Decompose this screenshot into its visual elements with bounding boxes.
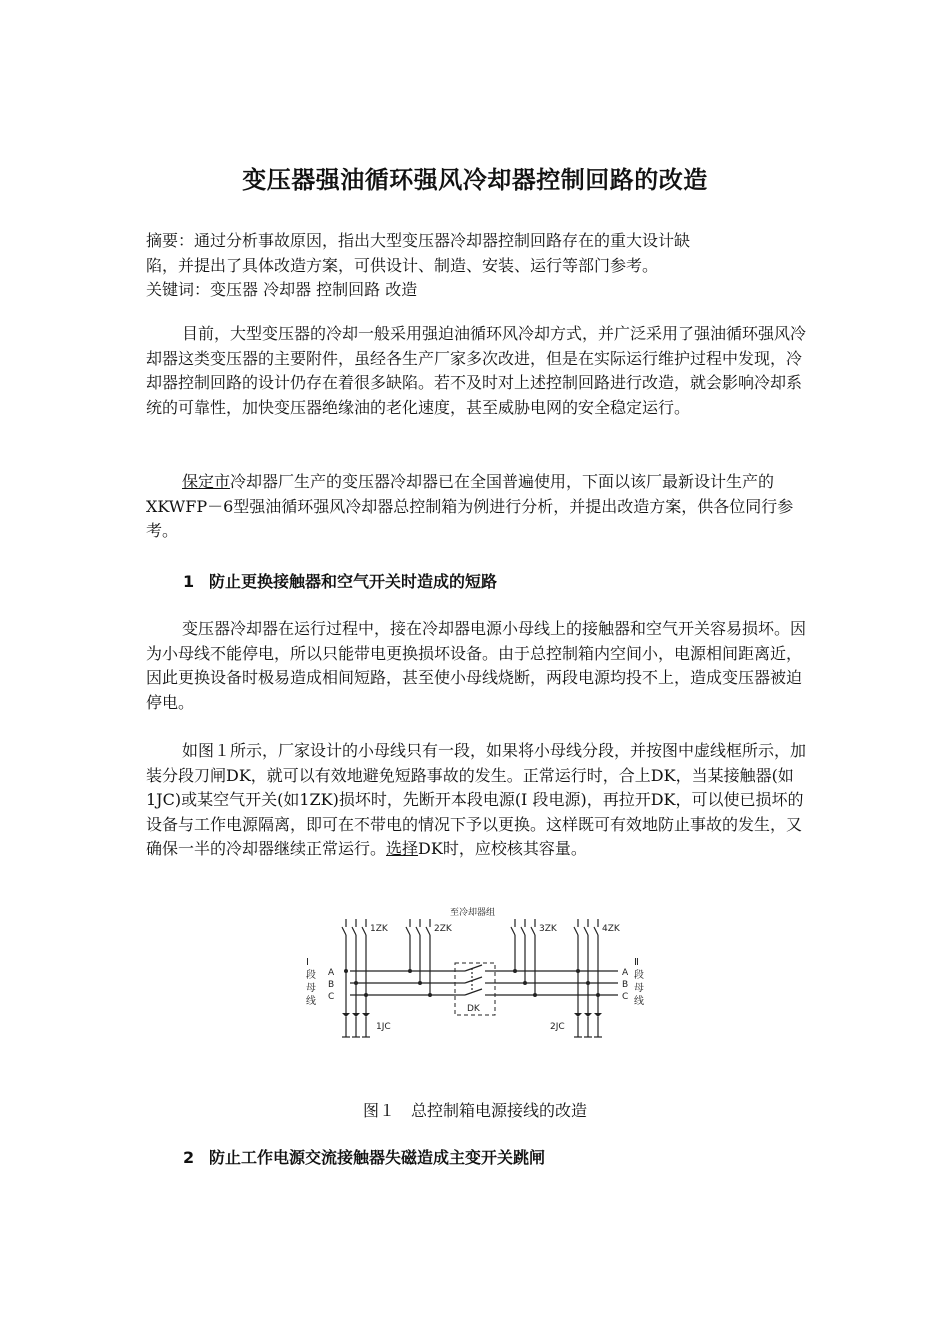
abstract <box>146 229 810 303</box>
section-1-number: 1 <box>183 572 195 591</box>
contactor-2jc-label: 2JC <box>550 1022 565 1032</box>
left-bus-char-1: Ⅰ <box>306 957 309 968</box>
abstract-line-1: 摘要：通过分析事故原因，指出大型变压器冷却器控制回路存在的重大设计缺 <box>146 231 691 250</box>
paragraph-background-text: 冷却器厂生产的变压器冷却器已在全国普遍使用，下面以该厂最新设计生产的XKWFP－6型强油循环强风冷却器总控制箱为例进行分析，并提出改造方案，供各位同行参考。 <box>146 472 794 540</box>
right-phase-a: A <box>622 968 629 978</box>
left-bus-char-4: 线 <box>306 996 316 1007</box>
section-2-number: 2 <box>183 1148 195 1167</box>
switch-1zk-label: 1ZK <box>370 924 388 934</box>
document-title: 变压器强油循环强风冷却器控制回路的改造 <box>242 166 708 194</box>
left-bus-char-2: 段 <box>306 970 316 981</box>
paragraph-background <box>146 470 810 544</box>
link-baoding[interactable]: 保定市 <box>182 472 231 491</box>
switch-4zk-label: 4ZK <box>602 924 620 934</box>
left-bus-char-3: 母 <box>306 983 316 994</box>
keywords: 关键词：变压器 冷却器 控制回路 改造 <box>146 280 418 299</box>
figure-top-label: 至冷却器组 <box>450 908 496 918</box>
contactor-1jc-label: 1JC <box>376 1022 391 1032</box>
left-phase-a: A <box>328 968 335 978</box>
right-bus-char-3: 母 <box>634 983 644 994</box>
left-phase-c: C <box>328 992 335 1002</box>
link-select[interactable]: 选择 <box>386 839 419 858</box>
section-1-title: 防止更换接触器和空气开关时造成的短路 <box>209 572 498 591</box>
abstract-line-2: 陷，并提出了具体改造方案，可供设计、制造、安装、运行等部门参考。 <box>146 255 659 275</box>
figure-1-diagram <box>300 905 650 1045</box>
figure-1-caption: 图１ 总控制箱电源接线的改造 <box>362 1101 587 1120</box>
right-bus-char-2: 段 <box>634 970 644 981</box>
paragraph-figure-ref-tail: DK时，应校核其容量。 <box>418 839 587 858</box>
paragraph-section-1: 变压器冷却器在运行过程中，接在冷却器电源小母线上的接触器和空气开关容易损坏。因为小母线不能停电，所以只能带电更换损坏设备。由于总控制箱内空间小，电源相间距离近，因此更换设备时极易造成相间短路，甚至使小母线烧断，两段电源均投不上，造成变压器被迫停电。 <box>146 619 807 712</box>
right-phase-b: B <box>622 980 629 990</box>
right-phase-c: C <box>622 992 629 1002</box>
right-bus-char-1: Ⅱ <box>634 957 639 968</box>
dk-label: DK <box>467 1004 480 1014</box>
section-2-heading <box>183 1145 545 1168</box>
paragraph-figure-ref <box>146 739 810 862</box>
section-1-heading <box>183 569 497 592</box>
switch-3zk-label: 3ZK <box>539 924 557 934</box>
switch-2zk-label: 2ZK <box>434 924 452 934</box>
right-bus-char-4: 线 <box>634 996 644 1007</box>
left-phase-b: B <box>328 980 335 990</box>
paragraph-figure-ref-text: 如图１所示，厂家设计的小母线只有一段，如果将小母线分段，并按图中虚线框所示，加装分段刀闸DK，就可以有效地避免短路事故的发生。正常运行时，合上DK，当某接触器(如1JC)或某空气开关(如1ZK)损坏时，先断开本段电源(Ⅰ 段电源)，再拉开DK，可以使已损坏的设备与工作电源隔离，即可在不带电的情况下予以更换。这样既可有效地防止事故的发生，又确保一半的冷却器继续正常运行。 <box>146 741 807 858</box>
section-2-title: 防止工作电源交流接触器失磁造成主变开关跳闸 <box>209 1148 546 1167</box>
paragraph-intro: 目前，大型变压器的冷却一般采用强迫油循环风冷却方式，并广泛采用了强油循环强风冷却器这类变压器的主要附件，虽经各生产厂家多次改进，但是在实际运行维护过程中发现，冷却器控制回路的设计仍存在着很多缺陷。若不及时对上述控制回路进行改造，就会影响冷却系统的可靠性，加快变压器绝缘油的老化速度，甚至威胁电网的安全稳定运行。 <box>146 324 807 417</box>
